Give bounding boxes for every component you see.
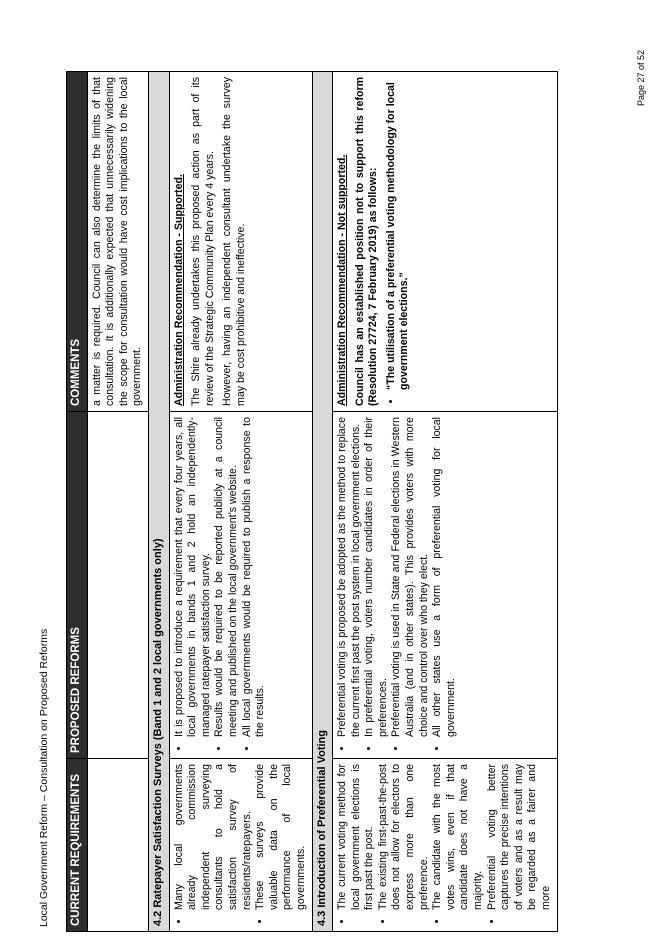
list-item: • The candidate with the most votes wins, even if that candidate does not have a majority.	[431, 764, 485, 910]
continued-comment-text: a matter is required. Council can also determine the limits of that consultation. It is additionally expected that unnecessarily widening the scope for consultation would have cost implications to the local government.	[90, 77, 144, 406]
col-current-requirements: CURRENT REQUIREMENTS	[67, 759, 88, 932]
reform-table	[66, 71, 558, 932]
recommendation-supported: Administration Recommendation - Supported.	[172, 174, 185, 406]
section-4-3-current	[333, 759, 558, 932]
comment-paragraph: However, having an independent consultant undertake the survey may be cost prohibitive and ineffective.	[221, 77, 247, 406]
list-item: • All other states use a form of preferential voting for local government.	[431, 417, 458, 737]
section-heading-row	[148, 72, 169, 932]
list-item: • Preferential voting is proposed be adopted as the method to replace the current first past the post system in local government elections.	[336, 417, 363, 737]
section-4-3-comment	[333, 72, 558, 412]
list-item: • These surveys provide valuable data on the performance of local governments.	[254, 764, 308, 910]
section-heading-row	[312, 72, 333, 932]
col-proposed-reforms: PROPOSED REFORMS	[67, 412, 88, 759]
comment-paragraph: Council has an established position not to support this reform (Resolution 27724, 7 February 2019) as follows:	[353, 77, 380, 406]
list-item: • Preferential voting is used in State and Federal elections in Western Australia (and in other states). This provides voters with more choice and control over who they elect.	[390, 417, 431, 737]
section-4-3-heading: 4.3 Introduction of Preferential Voting	[312, 72, 333, 932]
section-4-3-row	[333, 72, 558, 932]
header-row	[67, 72, 88, 932]
section-4-2-comment	[169, 72, 312, 412]
resolution-quote: • “The utilisation of a preferential voting methodology for local government elections.”	[385, 77, 412, 390]
section-4-3-proposed	[333, 412, 558, 759]
continued-row	[87, 72, 148, 932]
section-4-2-heading: 4.2 Ratepayer Satisfaction Surveys (Band 1 and 2 local governments only)	[148, 72, 169, 932]
list-item: • The existing first-past-the-post does not allow for electors to express more than one preference.	[377, 764, 431, 910]
list-item: • Many local governments already commission independent surveying consultants to hold a satisfaction survey of residents/ratepayers.	[173, 764, 255, 910]
continued-current	[87, 759, 148, 932]
comment-paragraph: The Shire already undertakes this proposed action as part of its review of the Strategic Community Plan every 4 years.	[190, 77, 216, 406]
section-4-2-row	[169, 72, 312, 932]
document-title: Local Government Reform – Consultation on Proposed Reforms	[38, 628, 50, 927]
list-item: • In preferential voting, voters number candidates in order of their preferences.	[363, 417, 390, 737]
section-4-2-current	[169, 759, 312, 932]
continued-comment	[87, 72, 148, 412]
list-item: • All local governments would be required to publish a response to the results.	[241, 417, 268, 737]
page-number: Page 27 of 52	[636, 49, 646, 106]
list-item: • It is proposed to introduce a requirement that every four years, all local governments in bands 1 and 2 hold an independently-managed ratepayer satisfaction survey.	[173, 417, 214, 737]
list-item: • The current voting method for local government elections is first past the post.	[336, 764, 377, 910]
continued-proposed	[87, 412, 148, 759]
list-item: • Preferential voting better captures the precise intentions of voters and as a result may be regarded as a fairer and more	[486, 764, 554, 910]
list-item: • Results would be required to be reported publicly at a council meeting and published on the local government’s website.	[213, 417, 240, 737]
section-4-2-proposed	[169, 412, 312, 759]
recommendation-not-supported: Administration Recommendation - Not supported.	[336, 154, 349, 406]
col-comments: COMMENTS	[67, 72, 88, 412]
